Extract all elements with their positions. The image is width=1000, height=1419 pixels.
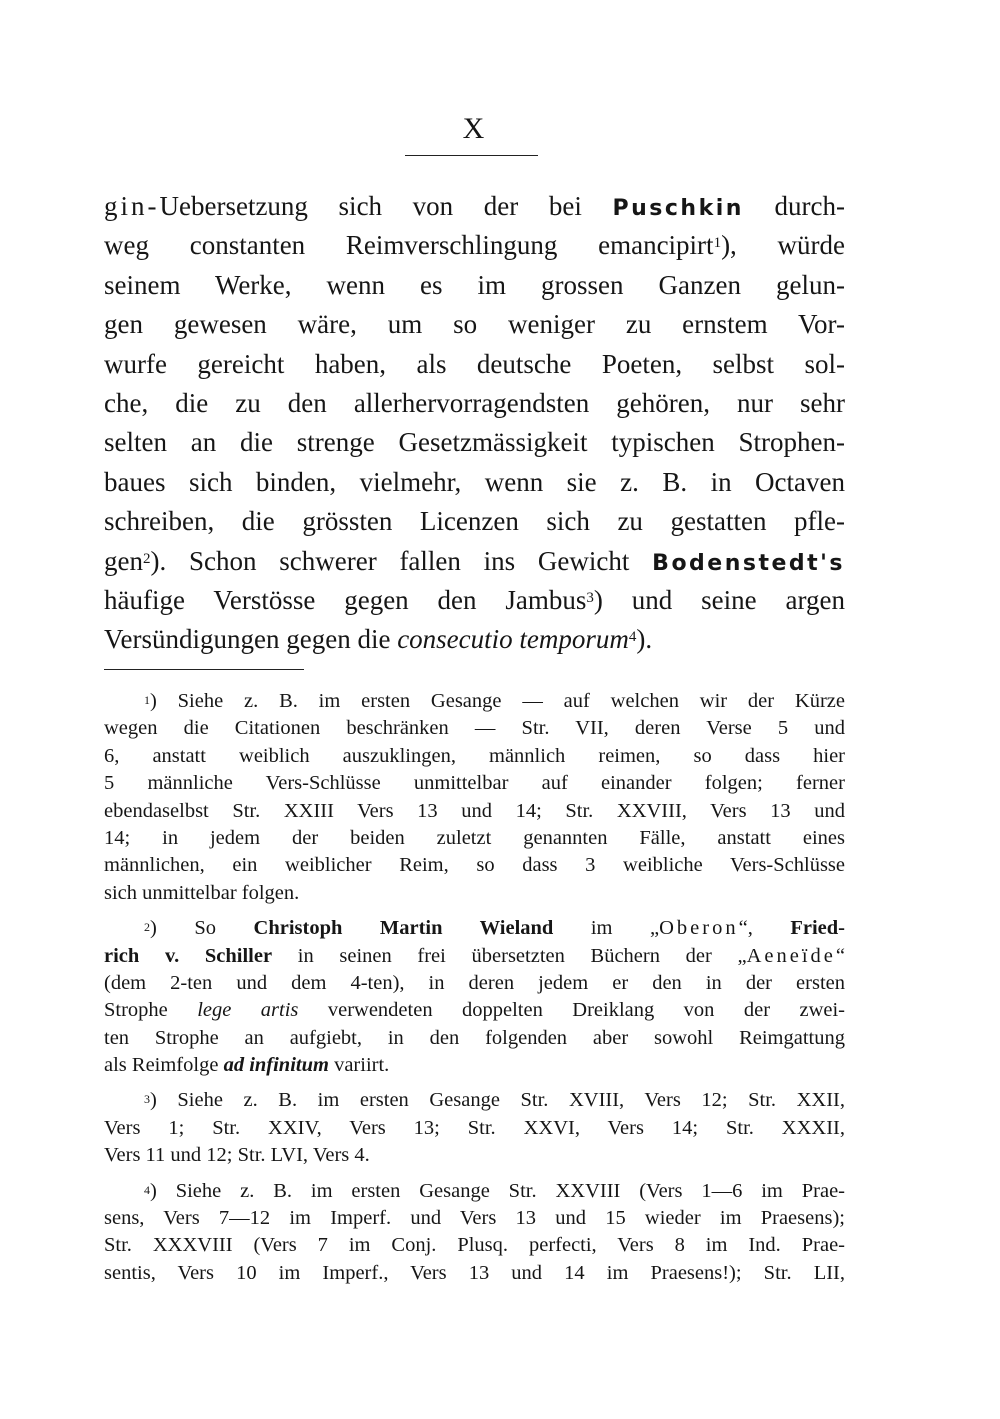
main-text [104,187,845,660]
footnote-text: ) Siehe z. B. im ersten Gesange — auf welchen wir der Kürze [150,690,845,712]
footnote-ref-4: 4 [628,629,637,646]
footnote-marker: 3 [144,1092,150,1107]
footnote-text: verwendeten doppelten Dreiklang von der zwei- [327,999,846,1022]
main-line-10 [104,542,845,581]
footnote-2 [104,915,845,1079]
main-text-fragment: gen [104,545,143,576]
footnote-text: im „ [590,917,660,940]
footnote-ref-3: 3 [586,589,594,606]
main-text-fragment: ) und seine argen [593,584,845,615]
footnote-text: ) Siehe z. B. im ersten Gesange Str. XXVIII (Vers 1—6 im Prae- [150,1179,845,1202]
footnote-line [104,1087,845,1114]
footnote-text: ) Siehe z. B. im ersten Gesange Str. XVIII, Vers 12; Str. XXII, [150,1089,845,1112]
main-line-9: schreiben, die grössten Licenzen sich zu gestatten pfle- [104,506,845,537]
main-line-11 [104,581,845,620]
main-line-3: seinem Werke, wenn es im grossen Ganzen gelun- [104,269,845,300]
main-text-fragment: Uebersetzung sich von der bei [159,191,582,221]
footnote-line [104,997,845,1024]
main-text-fragment: ). [636,624,653,655]
latin-phrase: lege artis [197,999,299,1022]
footnote-line: wegen die Citationen beschränken — Str. VII, deren Verse 5 und [104,717,845,740]
main-line-5: wurfe gereicht haben, als deutsche Poeten, selbst sol- [104,348,845,379]
footnote-line: Str. XXXVIII (Vers 7 im Conj. Plusq. perfecti, Vers 8 im Ind. Prae- [104,1234,845,1257]
author-name-schiller-part: Fried- [790,917,845,940]
footnote-text: in seinen frei übersetzten Büchern der „ [297,944,747,967]
footnote-1 [104,688,845,907]
footnote-line [104,943,845,970]
footnote-marker: 4 [144,1182,150,1197]
main-line-8: baues sich binden, vielmehr, wenn sie z. B. in Octaven [104,466,845,497]
main-text-fragment: häufige Verstösse gegen den Jambus [104,584,587,615]
footnote-text: Strophe [104,999,168,1022]
footnote-line: sentis, Vers 10 im Imperf., Vers 13 und 14 im Praesens!); Str. LII, [104,1261,845,1284]
footnote-marker: 1 [144,693,150,707]
footnote-text: “, [738,917,753,940]
footnote-text: variirt. [334,1054,390,1077]
footnote-ref-2: 2 [142,550,151,567]
footnote-text: ) So [150,917,216,940]
footnote-line: ten Strophe an aufgiebt, in den folgenden aber sowohl Reimgattung [104,1026,845,1049]
footnote-line: ebendaselbst Str. XXIII Vers 13 und 14; Str. XXVIII, Vers 13 und [104,799,845,822]
main-text-fragment: gin- [104,191,160,221]
footnote-line [104,1052,845,1079]
footnote-line [104,1178,845,1205]
footnote-line: Vers 11 und 12; Str. LVI, Vers 4. [104,1144,370,1167]
main-line-2 [104,226,845,265]
author-name-bodenstedt: Bodenstedt's [652,550,846,576]
author-name-wieland: Christoph Martin Wieland [253,917,554,940]
page-number-rule [405,155,538,156]
main-line-12 [104,620,845,659]
footnote-line [104,915,845,942]
footnote-line: (dem 2-ten und dem 4-ten), in deren jedem er den in der ersten [104,971,845,994]
latin-phrase: ad infinitum [223,1054,329,1077]
main-line-6: che, die zu den allerhervorragendsten gehören, nur sehr [104,387,845,418]
footnote-separator [104,669,304,670]
work-title-oberon: Oberon [659,917,739,940]
main-text-fragment: durch- [774,191,846,221]
footnote-line: 14; in jedem der beiden zuletzt genannten Fälle, anstatt eines [104,826,845,849]
footnote-text: als Reimfolge [104,1054,219,1077]
main-line-1 [104,187,845,226]
footnote-ref-1: 1 [713,235,722,252]
footnote-marker: 2 [144,920,150,935]
work-title-aeneide: Aeneïde [746,944,836,967]
footnote-line: Vers 1; Str. XXIV, Vers 13; Str. XXVI, Vers 14; Str. XXXII, [104,1116,845,1139]
main-text-fragment: ). Schon schwerer fallen ins Gewicht [150,545,630,576]
footnote-line [104,688,845,715]
main-text-fragment: weg constanten Reimverschlingung emancipirt [104,230,714,261]
main-text-fragment: Versündigungen gegen die [104,624,391,655]
author-name-puschkin: Puschkin [612,196,744,221]
footnote-3 [104,1087,845,1169]
footnote-line: männlichen, ein weiblicher Reim, so dass 3 weibliche Vers-Schlüsse [104,854,845,877]
footnote-text: “ [835,944,846,967]
footnote-line: sich unmittelbar folgen. [104,881,300,904]
main-text-fragment: ), würde [721,230,846,261]
main-line-7: selten an die strenge Gesetzmässigkeit typischen Strophen- [104,427,845,458]
author-name-schiller: rich v. Schiller [104,944,273,967]
footnote-4 [104,1178,845,1288]
footnote-line: 5 männliche Vers-Schlüsse unmittelbar auf einander folgen; ferner [104,772,845,795]
footnotes [104,688,845,1287]
footnote-line: 6, anstatt weiblich auszuklingen, männlich reimen, so dass hier [104,744,845,767]
latin-phrase: consecutio temporum [397,624,629,655]
main-line-4: gen gewesen wäre, um so weniger zu ernstem Vor- [104,309,845,340]
page-number: X [462,112,486,145]
footnote-line: sens, Vers 7—12 im Imperf. und Vers 13 und 15 wieder im Praesens); [104,1207,845,1230]
